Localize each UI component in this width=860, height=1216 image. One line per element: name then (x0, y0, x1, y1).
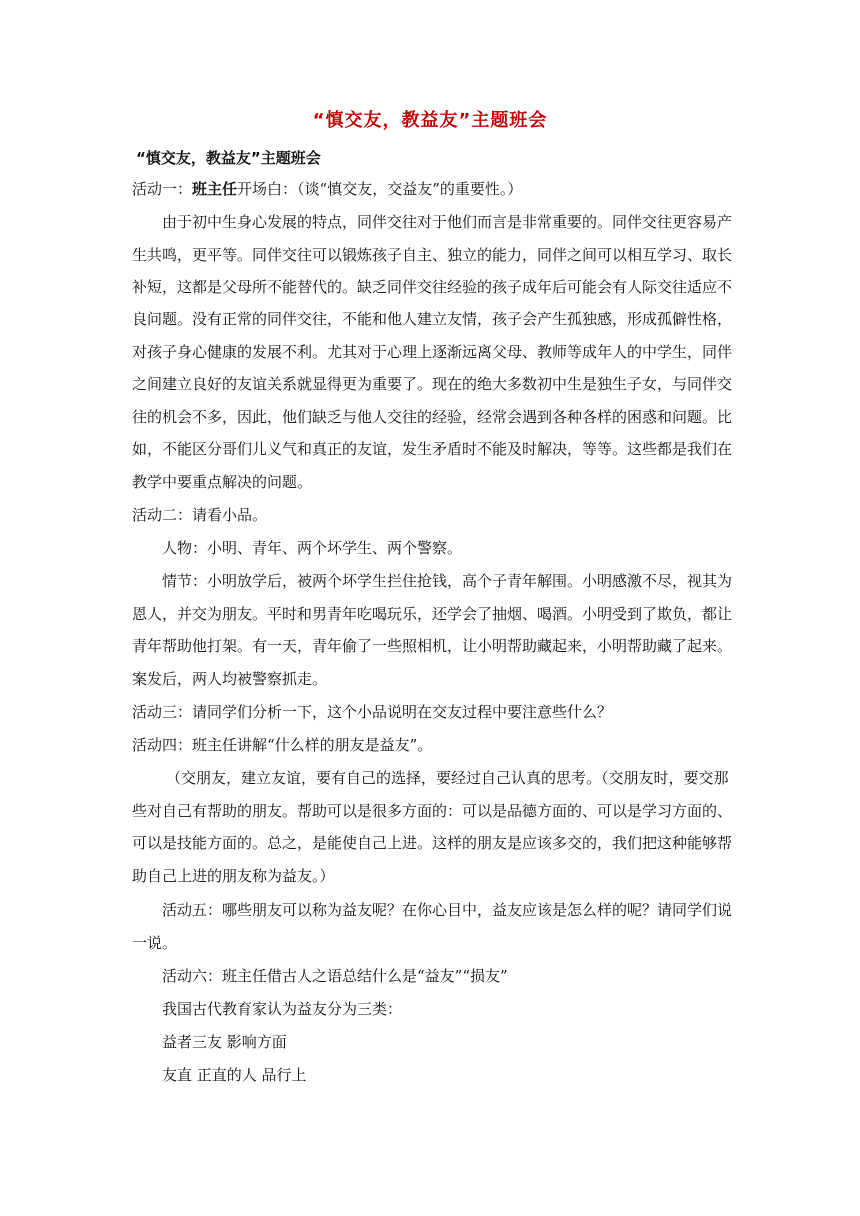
para4-line: 些对自己有帮助的朋友。帮助可以是很多方面的：可以是品德方面的、可以是学习方面的、 (132, 802, 733, 820)
para4-line: 可以是技能方面的。总之，是能使自己上进。这样的朋友是应该多交的，我们把这种能够帮 (132, 834, 733, 852)
activity1-prefix: 活动一： (132, 180, 193, 198)
plot-line: 案发后，两人均被警察抓走。 (132, 670, 328, 688)
activity6-line: 活动六：班主任借古人之语总结什么是“益友”“损友” (162, 967, 508, 985)
para1-line: 由于初中生身心发展的特点，同伴交往对于他们而言是非常重要的。同伴交往更容易产 (162, 213, 733, 231)
activity5-line: 一说。 (132, 934, 178, 952)
activity3-line: 活动三：请同学们分析一下，这个小品说明在交友过程中要注意些什么？ (132, 703, 613, 721)
activity5-line: 活动五：哪些朋友可以称为益友呢？在你心目中，益友应该是怎么样的呢？请同学们说 (162, 901, 733, 919)
plot-line: 青年帮助他打架。有一天，青年偷了一些照相机，让小明帮助藏起来，小明帮助藏了起来。 (132, 637, 733, 655)
plot-line: 恩人，并交为朋友。平时和男青年吃喝玩乐，还学会了抽烟、喝酒。小明受到了欺负，都让 (132, 605, 733, 623)
para4-line: （交朋友，建立友谊，要有自己的选择，要经过自己认真的思考。（交朋友时，要交那 (166, 769, 729, 787)
document-title: “慎交友，教益友”主题班会 (312, 110, 548, 131)
para1-line: 补短，这都是父母所不能替代的。缺乏同伴交往经验的孩子成年后可能会有人际交往适应不 (132, 278, 733, 296)
para1-line: 之间建立良好的友谊关系就显得更为重要了。现在的绝大多数初中生是独生子女，与同伴交 (132, 375, 733, 393)
para1-line: 良问题。没有正常的同伴交往，不能和他人建立友情，孩子会产生孤独感，形成孤僻性格， (132, 310, 733, 328)
activity1-role: 班主任 (192, 180, 238, 198)
para4-line: 助自己上进的朋友称为益友。） (132, 867, 335, 885)
activity1-line (132, 178, 522, 200)
para1-line: 生共鸣，更平等。同伴交往可以锻炼孩子自主、独立的能力，同伴之间可以相互学习、取长 (132, 246, 733, 264)
table-row-line: 友直 正直的人 品行上 (162, 1066, 307, 1084)
para1-line: 对孩子身心健康的发展不利。尤其对于心理上逐渐远离父母、教师等成年人的中学生，同伴 (132, 343, 733, 361)
activity1-rest: 开场白：（谈“慎交友，交益友”的重要性。） (237, 180, 523, 198)
document-subtitle: “慎交友，教益友”主题班会 (136, 149, 321, 167)
ancient-line: 我国古代教育家认为益友分为三类： (162, 1000, 403, 1018)
characters-line: 人物：小明、青年、两个坏学生、两个警察。 (162, 539, 463, 557)
para1-line: 往的机会不多，因此，他们缺乏与他人交往的经验，经常会遇到各种各样的困惑和问题。比 (132, 408, 733, 426)
table-header-line: 益者三友 影响方面 (162, 1033, 287, 1051)
plot-line: 情节：小明放学后，被两个坏学生拦住抢钱，高个子青年解围。小明感激不尽，视其为 (162, 572, 733, 590)
para1-line: 如，不能区分哥们儿义气和真正的友谊，发生矛盾时不能及时解决，等等。这些都是我们在 (132, 440, 733, 458)
activity4-line: 活动四：班主任讲解“什么样的朋友是益友”。 (132, 736, 433, 754)
para1-line: 教学中要重点解决的问题。 (132, 473, 313, 491)
activity2-line: 活动二：请看小品。 (132, 506, 268, 524)
